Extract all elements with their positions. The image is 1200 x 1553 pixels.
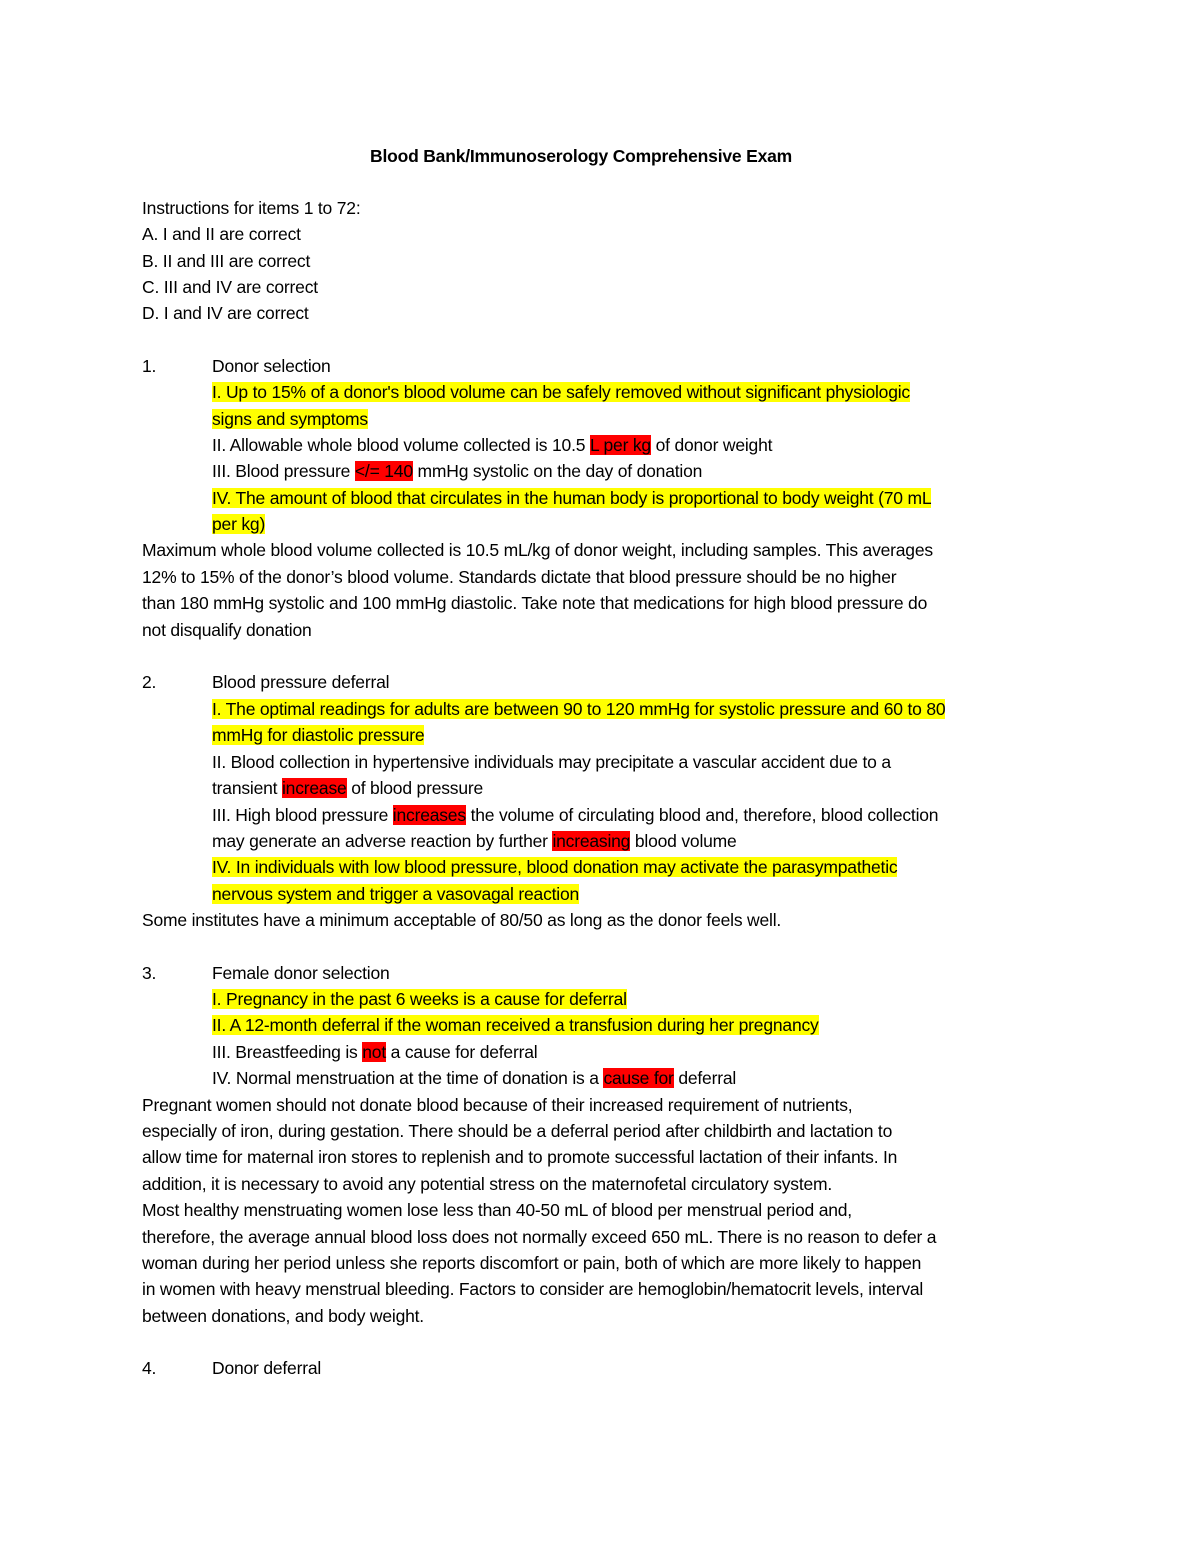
question-topic: Female donor selection — [212, 963, 390, 983]
q3-statement-4 — [212, 1065, 736, 1091]
question-topic: Donor deferral — [212, 1358, 322, 1378]
q3-statement-2 — [212, 1012, 819, 1038]
q1-statement-2 — [212, 432, 772, 458]
statement-text: III. Breastfeeding is — [212, 1042, 363, 1062]
instruction-option-b: B. II and III are correct — [142, 251, 311, 271]
statement-text: II. Allowable whole blood volume collected is 10.5 — [212, 435, 590, 455]
statement-text: of donor weight — [650, 435, 773, 455]
q3-explanation-line: in women with heavy menstrual bleeding. Factors to consider are hemoglobin/hematocrit levels, interval — [142, 1279, 924, 1299]
q3-explanation-line: between donations, and body weight. — [142, 1306, 424, 1326]
q2-statement-1-cont — [212, 722, 424, 748]
highlight-error: increasing — [552, 831, 631, 851]
highlight-error: cause for — [603, 1068, 674, 1088]
q2-statement-3 — [212, 802, 938, 828]
q1-statement-1-cont — [212, 406, 368, 432]
q1-statement-4 — [212, 485, 931, 511]
highlight-correct: II. A 12-month deferral if the woman received a transfusion during her pregnancy — [212, 1015, 819, 1035]
page-title: Blood Bank/Immunoserology Comprehensive Exam — [370, 146, 792, 166]
highlight-error: L per kg — [589, 435, 651, 455]
q2-statement-3-cont — [212, 828, 737, 854]
question-4-header — [142, 1355, 1072, 1381]
q3-explanation-line: therefore, the average annual blood loss does not normally exceed 650 mL. There is no reason to defer a — [142, 1227, 937, 1247]
statement-text: deferral — [673, 1068, 737, 1088]
question-number: 1. — [142, 356, 157, 376]
q1-explanation-line: than 180 mmHg systolic and 100 mmHg diastolic. Take note that medications for high blood pressure do — [142, 593, 928, 613]
document-page — [142, 0, 1072, 1553]
highlight-correct: I. Pregnancy in the past 6 weeks is a cause for deferral — [212, 989, 627, 1009]
q2-statement-1 — [212, 696, 945, 722]
highlight-error: </= 140 — [354, 461, 413, 481]
instruction-option-a: A. I and II are correct — [142, 224, 301, 244]
q2-statement-4 — [212, 854, 897, 880]
highlight-error: not — [362, 1042, 386, 1062]
statement-text: transient — [212, 778, 282, 798]
q1-statement-1 — [212, 379, 910, 405]
statement-text: the volume of circulating blood and, therefore, blood collection — [465, 805, 939, 825]
q3-statement-1 — [212, 986, 627, 1012]
highlight-correct: IV. The amount of blood that circulates in the human body is proportional to body weight (70 mL — [212, 488, 932, 508]
statement-text: may generate an adverse reaction by further — [212, 831, 553, 851]
q3-explanation-line: Pregnant women should not donate blood because of their increased requirement of nutrients, — [142, 1095, 853, 1115]
question-number: 3. — [142, 963, 157, 983]
highlight-correct: nervous system and trigger a vasovagal reaction — [212, 884, 580, 904]
instructions-heading: Instructions for items 1 to 72: — [142, 198, 361, 218]
question-1-header — [142, 353, 1072, 379]
q2-explanation-line: Some institutes have a minimum acceptable of 80/50 as long as the donor feels well. — [142, 910, 782, 930]
highlight-correct: signs and symptoms — [212, 409, 368, 429]
q1-explanation-line: not disqualify donation — [142, 620, 312, 640]
highlight-correct: I. The optimal readings for adults are between 90 to 120 mmHg for systolic pressure and 60 to 80 — [212, 699, 946, 719]
q3-explanation-line: Most healthy menstruating women lose less than 40-50 mL of blood per menstrual period and, — [142, 1200, 852, 1220]
q2-statement-4-cont — [212, 881, 579, 907]
q1-explanation-line: Maximum whole blood volume collected is 10.5 mL/kg of donor weight, including samples. This averages — [142, 540, 933, 560]
statement-text: blood volume — [630, 831, 737, 851]
question-2-header — [142, 669, 1072, 695]
highlight-correct: mmHg for diastolic pressure — [212, 725, 425, 745]
instruction-option-d: D. I and IV are correct — [142, 303, 309, 323]
question-topic: Donor selection — [212, 356, 331, 376]
q3-explanation-line: addition, it is necessary to avoid any potential stress on the maternofetal circulatory system. — [142, 1174, 833, 1194]
question-number: 4. — [142, 1358, 157, 1378]
q1-statement-4-cont — [212, 511, 265, 537]
q3-statement-3 — [212, 1039, 537, 1065]
q3-explanation-line: especially of iron, during gestation. There should be a deferral period after childbirth and lactation to — [142, 1121, 893, 1141]
statement-text: a cause for deferral — [386, 1042, 538, 1062]
statement-text: of blood pressure — [346, 778, 484, 798]
highlight-correct: I. Up to 15% of a donor's blood volume can be safely removed without significant physiologic — [212, 382, 910, 402]
highlight-correct: IV. In individuals with low blood pressure, blood donation may activate the parasympathetic — [212, 857, 898, 877]
highlight-correct: per kg) — [212, 514, 266, 534]
q2-statement-2: II. Blood collection in hypertensive individuals may precipitate a vascular accident due to a — [212, 752, 891, 772]
statement-text: III. High blood pressure — [212, 805, 393, 825]
instruction-option-c: C. III and IV are correct — [142, 277, 318, 297]
question-number: 2. — [142, 672, 157, 692]
question-topic: Blood pressure deferral — [212, 672, 390, 692]
q3-explanation-line: allow time for maternal iron stores to replenish and to promote successful lactation of their infants. In — [142, 1147, 898, 1167]
statement-text: III. Blood pressure — [212, 461, 355, 481]
q2-statement-2-cont — [212, 775, 483, 801]
statement-text: IV. Normal menstruation at the time of donation is a — [212, 1068, 604, 1088]
q3-explanation-line: woman during her period unless she reports discomfort or pain, both of which are more likely to happen — [142, 1253, 922, 1273]
statement-text: mmHg systolic on the day of donation — [412, 461, 703, 481]
q1-explanation-line: 12% to 15% of the donor’s blood volume. Standards dictate that blood pressure should be no higher — [142, 567, 897, 587]
q1-statement-3 — [212, 458, 702, 484]
highlight-error: increases — [392, 805, 466, 825]
highlight-error: increase — [281, 778, 347, 798]
question-3-header — [142, 960, 1072, 986]
